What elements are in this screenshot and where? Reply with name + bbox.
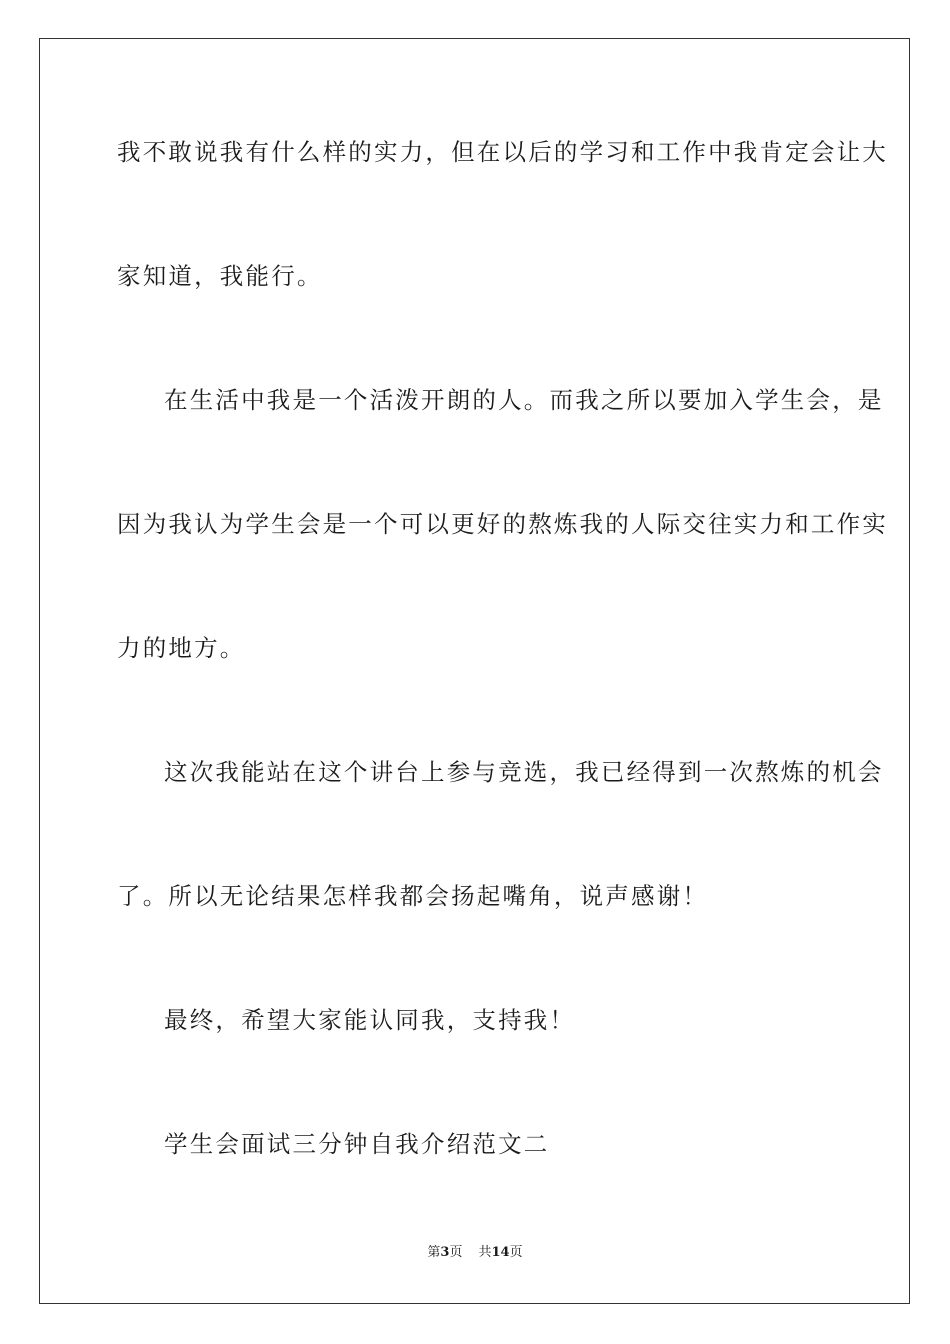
total-prefix: 共 xyxy=(478,1245,492,1260)
body-text-line: 家知道，我能行。 xyxy=(117,262,323,290)
page-number: 3 xyxy=(440,1245,450,1260)
page-prefix: 第 xyxy=(427,1245,441,1260)
body-text-line: 力的地方。 xyxy=(117,634,246,662)
page-border xyxy=(39,38,910,1304)
paragraph-start-line: 在生活中我是一个活泼开朗的人。而我之所以要加入学生会，是 xyxy=(164,386,884,414)
section-heading-line: 学生会面试三分钟自我介绍范文二 xyxy=(164,1130,550,1158)
body-text-line: 因为我认为学生会是一个可以更好的熬炼我的人际交往实力和工作实 xyxy=(117,510,888,538)
paragraph-start-line: 这次我能站在这个讲台上参与竞选，我已经得到一次熬炼的机会 xyxy=(164,758,884,786)
body-text-line: 我不敢说我有什么样的实力，但在以后的学习和工作中我肯定会让大 xyxy=(117,138,888,166)
total-suffix: 页 xyxy=(509,1245,523,1260)
total-pages: 14 xyxy=(491,1245,510,1260)
page-footer xyxy=(0,1245,950,1261)
paragraph-start-line: 最终，希望大家能认同我，支持我！ xyxy=(164,1006,576,1034)
body-text-line: 了。所以无论结果怎样我都会扬起嘴角，说声感谢！ xyxy=(117,882,709,910)
page-suffix: 页 xyxy=(449,1245,463,1260)
